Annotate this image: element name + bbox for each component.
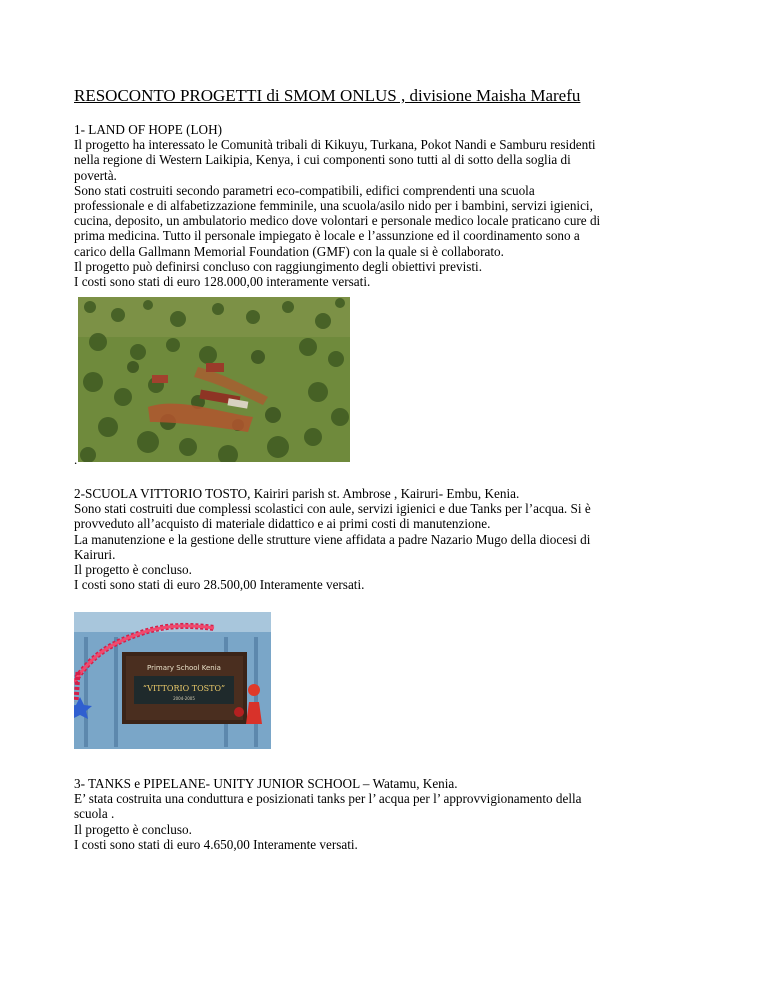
text-line: prima medicina. Tutto il personale impiegato è locale e l’assunzione ed il coordinamento sono a (74, 228, 580, 244)
text-line: I costi sono stati di euro 28.500,00 Interamente versati. (74, 577, 365, 593)
text-line: E’ stata costruita una conduttura e posizionati tanks per l’ acqua per l’ approvvigionamento della (74, 791, 582, 807)
text-line: I costi sono stati di euro 128.000,00 interamente versati. (74, 274, 371, 290)
plaque-year-text: 2004-2005 (173, 696, 195, 701)
text-line: povertà. (74, 167, 117, 183)
section-heading: 3- TANKS e PIPELANE- UNITY JUNIOR SCHOOL – Watamu, Kenia. (74, 776, 458, 791)
text-line: cucina, deposito, un ambulatorio medico dove volontari e personale medico locale praticano cure di (74, 213, 601, 229)
text-line: I costi sono stati di euro 4.650,00 Interamente versati. (74, 836, 358, 852)
text-line: carico della Gallmann Memorial Foundation (GMF) con la quale si è collaborato. (74, 243, 504, 259)
plaque-school-text: Primary School Kenia (147, 664, 221, 672)
document-title: RESOCONTO PROGETTI di SMOM ONLUS , divisione Maisha Marefu (74, 86, 581, 105)
text-line: Sono stati costruiti secondo parametri eco-compatibili, edifici comprendenti una scuola (74, 182, 535, 198)
section-land-of-hope (74, 122, 704, 289)
section-heading: 2-SCUOLA VITTORIO TOSTO, Kairiri parish st. Ambrose , Kairuri- Embu, Kenia. (74, 486, 520, 501)
text-line: Kairuri. (74, 546, 116, 562)
plaque-name-text: “VITTORIO TOSTO” (142, 684, 226, 693)
text-line: nella regione di Western Laikipia, Kenya, i cui componenti sono tutti al di sotto della soglia di (74, 152, 571, 168)
section-tanks-pipelane (74, 776, 704, 852)
text-line: Il progetto è concluso. (74, 821, 192, 837)
text-line: provveduto all’acquisto di materiale didattico e ai primi costi di manutenzione. (74, 516, 491, 532)
aerial-photo-land-of-hope (78, 297, 350, 462)
text-line: Il progetto è concluso. (74, 562, 192, 578)
text-line: Il progetto può definirsi concluso con raggiungimento degli obiettivi previsti. (74, 258, 483, 274)
text-line: La manutenzione e la gestione delle strutture viene affidata a padre Nazario Mugo della diocesi di (74, 531, 591, 547)
stray-dot: . (74, 452, 78, 467)
text-line: Sono stati costruiti due complessi scolastici con aule, servizi igienici e due Tanks per l’acqua. Si è (74, 501, 591, 517)
text-line: scuola . (74, 806, 115, 822)
text-line: professionale e di alfabetizzazione femminile, una scuola/asilo nido per i bambini, servizi igienici, (74, 198, 593, 214)
school-plaque-photo (74, 612, 271, 749)
section-heading: 1- LAND OF HOPE (LOH) (74, 122, 222, 137)
section-scuola-vittorio-tosto (74, 486, 704, 592)
text-line: Il progetto ha interessato le Comunità tribali di Kikuyu, Turkana, Pokot Nandi e Samburu residenti (74, 137, 596, 153)
